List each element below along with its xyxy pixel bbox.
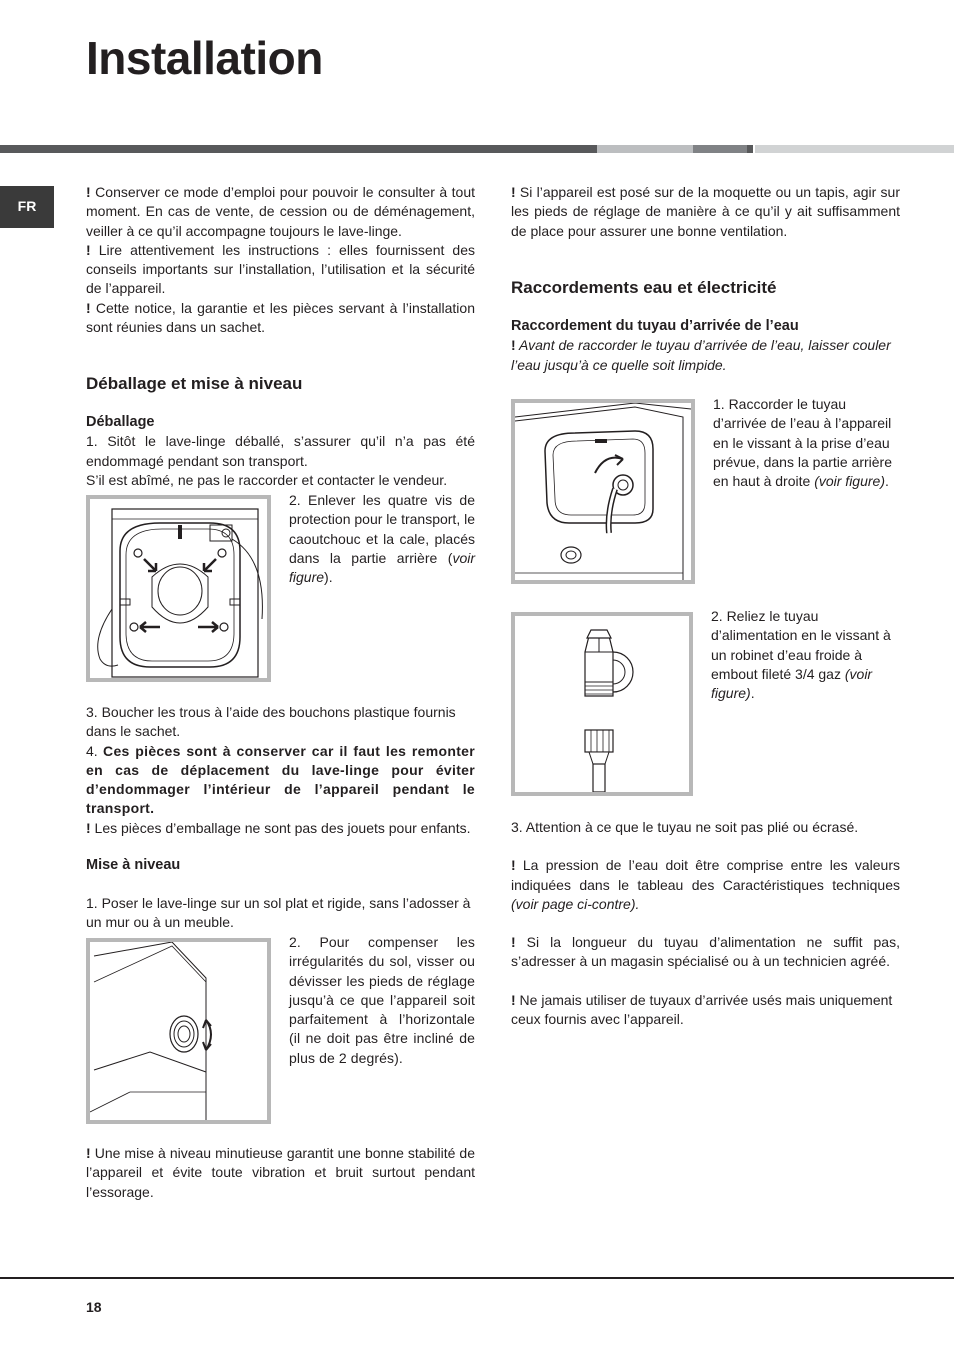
intro-note-text: Lire attentivement les instructions : elles fournissent des conseils importants sur l’installation, l’utilisation et la sécurité de l’appareil. xyxy=(86,241,475,297)
step-text: 1. Raccorder le tuyau d’arrivée de l’eau à l’appareil en le vissant à la prise d’eau prévue, dans la partie arrière en haut à droite xyxy=(713,396,892,490)
section-raccordements xyxy=(511,277,900,299)
warning-mark: ! xyxy=(511,857,516,874)
step-text-end: . xyxy=(750,685,755,702)
step-text: 2. Reliez le tuyau d’alimentation en le vissant à un robinet d’eau froide à embout fileté 3/4 gaz xyxy=(711,608,891,682)
raccordement-warning xyxy=(511,336,900,375)
step-text-end: ). xyxy=(324,569,333,586)
spacer xyxy=(511,914,900,933)
subsection-heading: Raccordement du tuyau d’arrivée de l’eau xyxy=(511,318,799,334)
warning-mark: ! xyxy=(86,819,91,836)
niveau-warning xyxy=(86,1144,475,1202)
step-text: 2. Enlever les quatre vis de protection pour le transport, le caoutchouc et la cale, placés dans la partie arrière ( xyxy=(289,492,475,566)
warning-text: Si la longueur du tuyau d’alimentation ne suffit pas, s’adresser à un magasin spécialisé ou à un technicien agréé. xyxy=(511,934,900,970)
figure-tap-fitting xyxy=(511,612,693,796)
niveau-warning-block xyxy=(86,1144,475,1202)
deballage-step-1: 1. Sitôt le lave-linge déballé, s’assurer qu’il n’a pas été endommagé pendant son transport. xyxy=(86,433,475,469)
warning-text: La pression de l’eau doit être comprise entre les valeurs indiquées dans le tableau des Caractéristiques techniques xyxy=(511,857,900,893)
niveau-heading-block xyxy=(86,856,475,875)
hose-length-note xyxy=(511,933,900,972)
subsection-heading: Mise à niveau xyxy=(86,857,181,873)
header-bar-accent xyxy=(747,145,753,153)
deballage-step-4 xyxy=(86,742,475,819)
warning-mark: ! xyxy=(511,337,516,354)
figure-water-inlet xyxy=(511,399,695,584)
header-bar-light xyxy=(597,145,693,153)
washing-machine-rear-illustration xyxy=(90,499,267,678)
intro-note-3 xyxy=(86,299,475,338)
warning-mark: ! xyxy=(86,241,91,258)
subsection-heading: Déballage xyxy=(86,414,155,430)
raccordement-step-1-text xyxy=(713,395,900,491)
used-hose-note xyxy=(511,991,900,1030)
spacer xyxy=(511,837,900,856)
warning-mark: ! xyxy=(511,934,516,951)
pressure-note xyxy=(511,856,900,914)
deballage-step-3: 3. Boucher les trous à l’aide des bouchons plastique fournis dans le sachet. xyxy=(86,704,456,740)
footer-rule xyxy=(0,1277,954,1279)
raccordement-step-2-text xyxy=(711,607,900,703)
figure-levelling-foot xyxy=(86,938,271,1124)
deballage-warning xyxy=(86,819,475,838)
deballage-block-2 xyxy=(86,703,475,838)
section-deballage xyxy=(86,373,475,395)
page-number: 18 xyxy=(86,1299,102,1315)
figure-reference: (voir figure) xyxy=(711,665,873,702)
intro-note-1 xyxy=(86,183,475,241)
water-inlet-illustration xyxy=(515,403,691,580)
niveau-step-1-block xyxy=(86,894,475,933)
figure-rear-screws xyxy=(86,495,271,682)
warning-text: Les pièces d’emballage ne sont pas des jouets pour enfants. xyxy=(90,819,471,836)
raccordement-step-2 xyxy=(711,607,900,703)
step-bold-text: Ces pièces sont à conserver car il faut les remonter en cas de déplacement du lave-linge pour éviter d’endommager l’intérieur de l’appareil pendant le transport. xyxy=(86,742,476,817)
header-bar-mid xyxy=(693,145,747,153)
step-number: 4. xyxy=(86,742,104,759)
page-title: Installation xyxy=(86,32,323,84)
intro-note-text: Conserver ce mode d’emploi pour pouvoir le consulter à tout moment. En cas de vente, de cession ou de déménagement, veiller à ce qu’il accompagne toujours le lave-linge. xyxy=(86,184,475,239)
warning-mark: ! xyxy=(86,184,91,200)
raccordement-notes xyxy=(511,818,900,1029)
deballage-step-2 xyxy=(289,491,475,587)
deballage-step-2-text xyxy=(289,491,475,587)
intro-note-text: Cette notice, la garantie et les pièces servant à l’installation sont réunies dans un sachet. xyxy=(86,299,475,336)
right-intro xyxy=(511,183,900,241)
page-reference: (voir page ci-contre). xyxy=(511,895,640,912)
figure-reference: (voir figure) xyxy=(814,473,885,490)
warning-text: Avant de raccorder le tuyau d’arrivée de l’eau, laisser couler l’eau jusqu’à ce quelle soit limpide. xyxy=(511,337,891,373)
right-intro-note xyxy=(511,183,900,241)
raccordement-step-3: 3. Attention à ce que le tuyau ne soit pas plié ou écrasé. xyxy=(511,819,859,835)
deballage-block xyxy=(86,413,475,490)
warning-text: Ne jamais utiliser de tuyaux d’arrivée usés mais uniquement ceux fournis avec l’appareil. xyxy=(511,991,893,1028)
raccordement-step-1 xyxy=(713,395,900,491)
header-bar-dark xyxy=(0,145,597,153)
warning-mark: ! xyxy=(511,991,516,1008)
header-bar-end xyxy=(755,145,954,153)
niveau-step-2-text: 2. Pour compenser les irrégularités du sol, visser ou dévisser les pieds de réglage jusqu’à ce que l’appareil soit parfaitement à l’horizontale (il ne doit pas être incliné de plus de 2 degrés). xyxy=(289,934,475,1066)
section-heading: Raccordements eau et électricité xyxy=(511,278,777,297)
intro-note-text: Si l’appareil est posé sur de la moquette ou un tapis, agir sur les pieds de réglage de manière à ce qu’il y ait suffisamment de place pour assurer une bonne ventilation. xyxy=(511,184,900,239)
left-intro xyxy=(86,183,475,337)
adjustable-foot-illustration xyxy=(90,942,267,1120)
intro-note-2 xyxy=(86,241,475,299)
language-tab[interactable]: FR xyxy=(0,186,54,228)
niveau-step-1: 1. Poser le lave-linge sur un sol plat et rigide, sans l’adosser à un mur ou à un meuble. xyxy=(86,895,471,931)
step-text-end: . xyxy=(884,473,889,490)
spacer xyxy=(511,972,900,991)
warning-mark: ! xyxy=(511,184,516,200)
deballage-step-1b: S’il est abîmé, ne pas le raccorder et contacter le vendeur. xyxy=(86,471,448,488)
warning-mark: ! xyxy=(86,1145,91,1161)
figure-reference: voir figure xyxy=(289,549,475,586)
tap-and-hose-illustration xyxy=(515,616,689,792)
warning-mark: ! xyxy=(86,299,91,316)
warning-text: Une mise à niveau minutieuse garantit une bonne stabilité de l’appareil et évite toute vibration et bruit surtout pendant l’essorage. xyxy=(86,1145,475,1200)
niveau-step-2 xyxy=(289,933,475,1068)
raccordement-block xyxy=(511,317,900,375)
section-heading: Déballage et mise à niveau xyxy=(86,374,303,393)
